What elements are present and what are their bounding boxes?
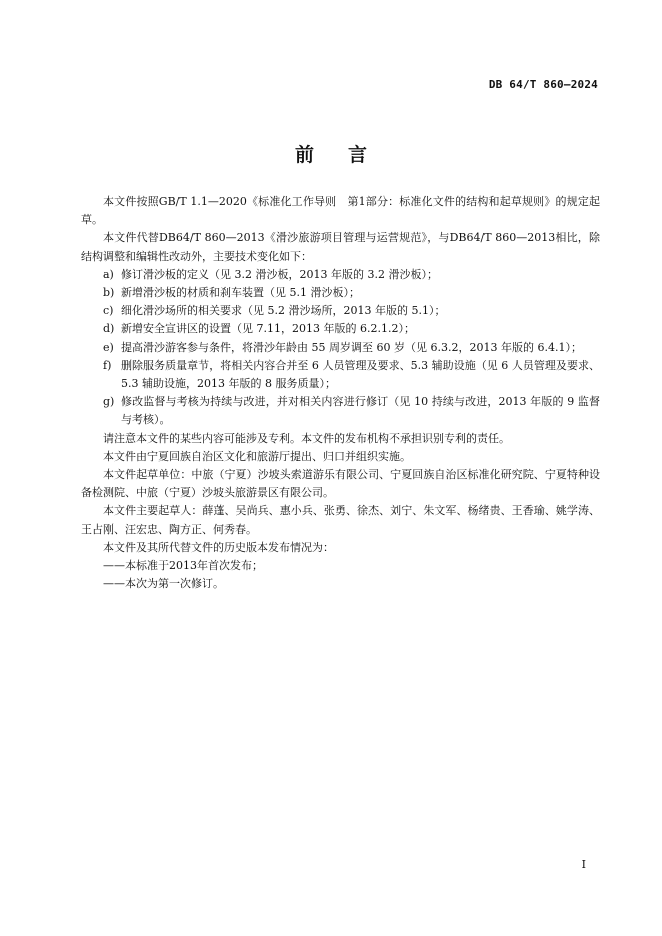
intro-paragraph-1: 本文件按照GB/T 1.1—2020《标准化工作导则 第1部分：标准化文件的结构和起草规则》的规定起草。 xyxy=(81,195,600,227)
list-item xyxy=(81,320,600,338)
list-item-text: 细化滑沙场所的相关要求（见 5.2 滑沙场所，2013 年版的 5.1）； xyxy=(121,304,446,318)
list-item-text: 删除服务质量章节，将相关内容合并至 6 人员管理及要求、5.3 辅助设施（见 6 人员管理及要求、5.3 辅助设施，2013 年版的 8 服务质量）； xyxy=(121,358,600,391)
proposer-statement: 本文件由宁夏回族自治区文化和旅游厅提出、归口并组织实施。 xyxy=(103,449,411,463)
list-marker: e) xyxy=(103,340,114,354)
list-item xyxy=(81,393,600,429)
list-item xyxy=(81,357,600,393)
list-item xyxy=(81,302,600,320)
list-marker: f) xyxy=(103,358,112,372)
list-item-text: 修改监督与考核为持续与改进，并对相关内容进行修订（见 10 持续与改进，2013 年版的 9 监督与考核）。 xyxy=(121,395,600,427)
list-marker: c) xyxy=(103,304,114,318)
foreword-body xyxy=(81,193,600,593)
page-number: I xyxy=(581,858,586,871)
list-marker: a) xyxy=(103,267,114,281)
list-item-text: 修订滑沙板的定义（见 3.2 滑沙板，2013 年版的 3.2 滑沙板）； xyxy=(121,267,438,281)
list-item xyxy=(81,284,600,302)
changes-list xyxy=(81,266,600,430)
history-item: ——本次为第一次修订。 xyxy=(103,577,224,591)
history-item: ——本标准于2013年首次发布； xyxy=(103,559,263,573)
list-item-text: 提高滑沙游客参与条件，将滑沙年龄由 55 周岁调至 60 岁（见 6.3.2，2013 年版的 6.4.1）； xyxy=(121,340,582,354)
intro-paragraph-2: 本文件代替DB64/T 860—2013《滑沙旅游项目管理与运营规范》，与DB64/T 860—2013相比，除结构调整和编辑性改动外，主要技术变化如下： xyxy=(81,231,600,263)
list-marker: b) xyxy=(103,286,115,300)
list-marker: d) xyxy=(103,322,115,336)
drafting-organizations: 本文件起草单位：中旅（宁夏）沙坡头索道游乐有限公司、宁夏回族自治区标准化研究院、宁夏特种设备检测院、中旅（宁夏）沙坡头旅游景区有限公司。 xyxy=(81,468,600,500)
page-title: 前言 xyxy=(294,144,401,166)
list-item xyxy=(81,266,600,284)
list-item xyxy=(81,339,600,357)
drafting-persons: 本文件主要起草人：薛蓬、吴尚兵、惠小兵、张勇、徐杰、刘宁、朱文军、杨绪贵、王香瑜、姚学涛、王占刚、汪宏忠、陶方正、何秀春。 xyxy=(81,504,600,536)
history-intro: 本文件及其所代替文件的历史版本发布情况为： xyxy=(103,540,334,554)
list-item-text: 新增安全宣讲区的设置（见 7.11，2013 年版的 6.2.1.2）； xyxy=(121,322,415,336)
list-item-text: 新增滑沙板的材质和刹车装置（见 5.1 滑沙板）； xyxy=(121,286,360,300)
document-code: DB 64/T 860—2024 xyxy=(488,78,598,91)
patent-notice: 请注意本文件的某些内容可能涉及专利。本文件的发布机构不承担识别专利的责任。 xyxy=(103,431,510,445)
list-marker: g) xyxy=(103,395,115,409)
